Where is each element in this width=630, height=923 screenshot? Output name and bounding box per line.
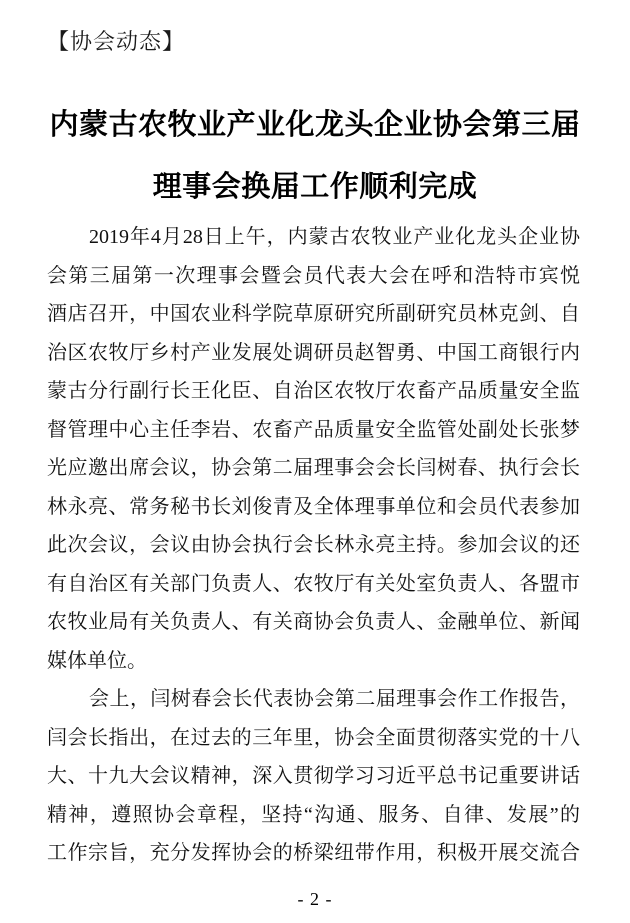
text-line: 光应邀出席会议，协会第二届理事会会长闫树春、执行会长 xyxy=(47,457,580,479)
text-line: 酒店召开，中国农业科学院草原研究所副研究员林克剑、自 xyxy=(47,303,580,325)
text-line: 媒体单位。 xyxy=(47,649,147,672)
page-number: - 2 - xyxy=(297,889,333,909)
article-body xyxy=(47,218,580,873)
text-line: 闫会长指出，在过去的三年里，协会全面贯彻落实党的十八 xyxy=(47,726,580,749)
text-line: 治区农牧厅乡村产业发展处调研员赵智勇、中国工商银行内 xyxy=(47,341,580,364)
text-line: 精神，遵照协会章程，坚持“沟通、服务、自律、发展”的 xyxy=(47,803,580,826)
text-line: 工作宗旨，充分发挥协会的桥梁纽带作用，积极开展交流合 xyxy=(47,842,580,864)
paragraph xyxy=(47,680,580,873)
text-line: 会上，闫树春会长代表协会第二届理事会作工作报告， xyxy=(89,688,580,710)
text-line: 有自治区有关部门负责人、农牧厅有关处室负责人、各盟市 xyxy=(47,572,580,595)
text-line: 农牧业局有关负责人、有关商协会负责人、金融单位、新闻 xyxy=(47,611,580,633)
text-line: 督管理中心主任李岩、农畜产品质量安全监管处副处长张梦 xyxy=(47,418,580,441)
text-line: 林永亮、常务秘书长刘俊青及全体理事单位和会员代表参加 xyxy=(47,495,580,518)
text-line: 此次会议，会议由协会执行会长林永亮主持。参加会议的还 xyxy=(47,534,580,556)
text-line: 会第三届第一次理事会暨会员代表大会在呼和浩特市宾悦 xyxy=(47,264,580,287)
text-line: 大、十九大会议精神，深入贯彻学习习近平总书记重要讲话 xyxy=(47,765,580,787)
text-line: 2019年4月28日上午，内蒙古农牧业产业化龙头企业协 xyxy=(89,226,580,248)
text-line: 蒙古分行副行长王化臣、自治区农牧厅农畜产品质量安全监 xyxy=(47,380,580,402)
article-title-line-1: 内蒙古农牧业产业化龙头企业协会第三届 xyxy=(49,109,581,141)
article-title xyxy=(0,94,630,218)
paragraph xyxy=(47,218,580,680)
article-title-line-2: 理事会换届工作顺利完成 xyxy=(152,171,478,203)
section-tag: 【协会动态】 xyxy=(47,29,186,54)
